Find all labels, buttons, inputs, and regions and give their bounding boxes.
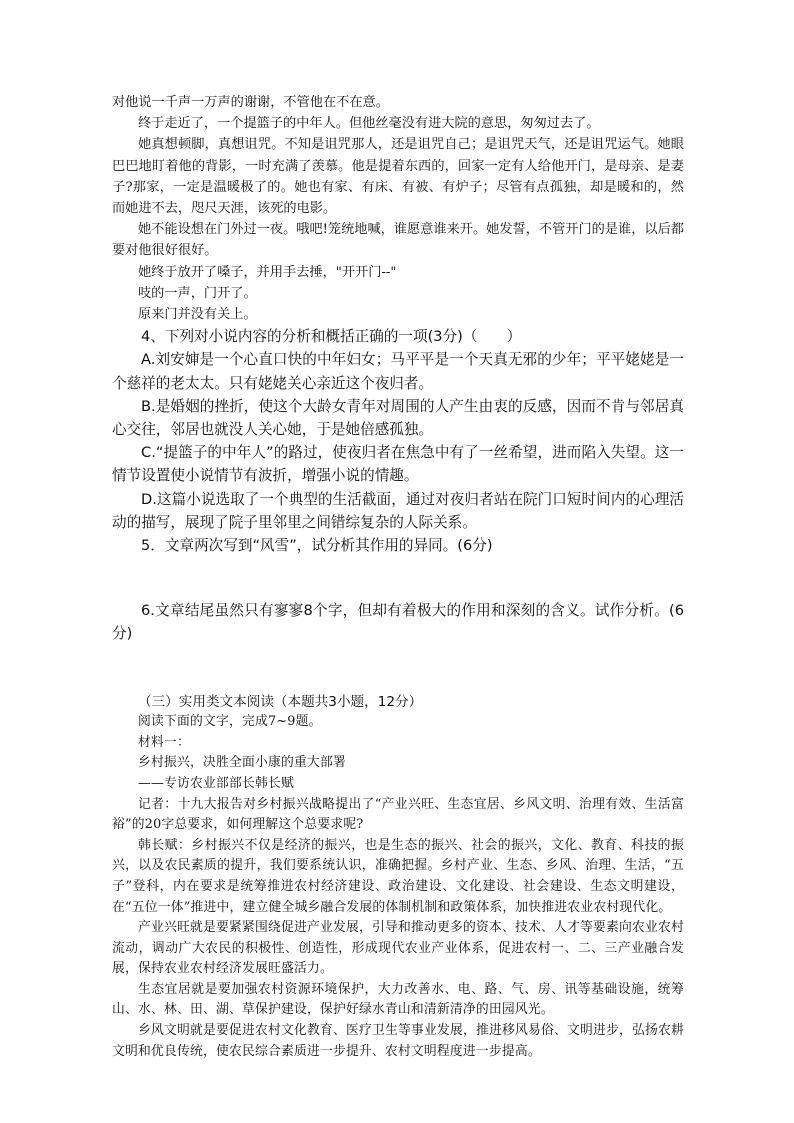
question-4-option-d: D.这篇小说选取了一个典型的生活截面，通过对夜归者站在院门口短时间内的心理活动的描写，展现了院子里邻里之间错综复杂的人际关系。 — [112, 490, 684, 531]
material-label: 材料一： — [138, 734, 190, 750]
story-paragraph: 她真想顿脚，真想诅咒。不知是诅咒那人，还是诅咒自己；是诅咒天气，还是诅咒运气。她眼巴巴地盯着他的背影，一时充满了羡慕。他是提着东西的，回家一定有人给他开门，是母亲、是妻子?那家，一定是温暖极了的。她也有家、有床、有被、有炉子；尽管有点孤独，却是暖和的，然而她进不去，咫尺天涯，该死的电影。 — [112, 137, 684, 217]
question-4-option-c: C.“提篮子的中年人”的路过，使夜归者在焦急中有了一丝希望，进而陷入失望。这一情节设置使小说情节有波折，增强小说的情趣。 — [112, 444, 684, 485]
answer-space — [112, 557, 684, 599]
answer-space — [112, 646, 684, 692]
article-paragraph: 记者：十九大报告对乡村振兴战略提出了“产业兴旺、生态宜居、乡风文明、治理有效、生活富裕”的20字总要求，如何理解这个总要求呢? — [112, 796, 684, 833]
question-5: 5．文章两次写到“风雪”，试分析其作用的异同。(6分) — [141, 537, 493, 555]
article-paragraph: 产业兴旺就是要紧紧围绕促进产业发展，引导和推动更多的资本、技术、人才等要素向农业农村流动，调动广大农民的积极性、创造性，形成现代农业产业体系，促进农村一、二、三产业融合发展，保持农业农村经济发展旺盛活力。 — [112, 920, 684, 977]
question-4-stem: 4、下列对小说内容的分析和概括正确的一项(3分)（ ） — [141, 328, 522, 346]
story-paragraph: 吱的一声，门开了。 — [138, 285, 257, 301]
page-content — [112, 92, 684, 1062]
article-paragraph: 乡风文明就是要促进农村文化教育、医疗卫生等事业发展，推进移风易俗、文明进步，弘扬农耕文明和优良传统，使农民综合素质进一步提升、农村文明程度进一步提高。 — [112, 1023, 684, 1059]
article-paragraph: 生态宜居就是要加强农村资源环境保护，大力改善水、电、路、气、房、讯等基础设施，统筹山、水、林、田、湖、草保护建设，保护好绿水青山和清新清净的田园风光。 — [112, 981, 684, 1018]
question-6: 6.文章结尾虽然只有寥寥8个字，但却有着极大的作用和深刻的含义。试作分析。(6分) — [112, 602, 684, 643]
question-4-option-a: A.刘安婶是一个心直口快的中年妇女；马平平是一个天真无邪的少年；平平姥姥是一个慈祥的老太太。只有姥姥关心亲近这个夜归者。 — [112, 351, 684, 392]
section-heading: （三）实用类文本阅读（本题共3小题，12分） — [138, 693, 423, 710]
story-paragraph: 对他说一千声一万声的谢谢，不管他在不在意。 — [112, 95, 389, 110]
story-paragraph: 她不能设想在门外过一夜。哦吧!笼统地喊，谁愿意谁来开。她发誓，不管开门的是谁，以后都要对他很好很好。 — [112, 222, 684, 259]
question-4-option-b: B.是婚姻的挫折，使这个大龄女青年对周围的人产生由衷的反感，因而不肯与邻居真心交往，邻居也就没人关心她，于是她倍感孤独。 — [112, 397, 684, 439]
article-paragraph: 韩长赋：乡村振兴不仅是经济的振兴，也是生态的振兴、社会的振兴，文化、教育、科技的振兴，以及农民素质的提升，我们要系统认识，准确把握。乡村产业、生态、乡风、治理、生活，“五子”登科，内在要求是统筹推进农村经济建设、政治建设、文化建设、社会建设、生态文明建设，在“五位一体”推进中，建立健全城乡融合发展的体制机制和政策体系，加快推进农业农村现代化。 — [112, 837, 684, 915]
story-paragraph: 她终于放开了嗓子，并用手去捶，"开开门--" — [138, 264, 397, 280]
article-subtitle: ——专访农业部部长韩长赋 — [138, 775, 294, 791]
section-instruction: 阅读下面的文字，完成7~9题。 — [138, 714, 322, 730]
article-title: 乡村振兴，决胜全面小康的重大部署 — [138, 755, 346, 771]
story-paragraph: 原来门并没有关上。 — [138, 307, 257, 323]
story-paragraph: 终于走近了，一个提篮子的中年人。但他丝毫没有进大院的意思，匆匆过去了。 — [138, 116, 600, 132]
